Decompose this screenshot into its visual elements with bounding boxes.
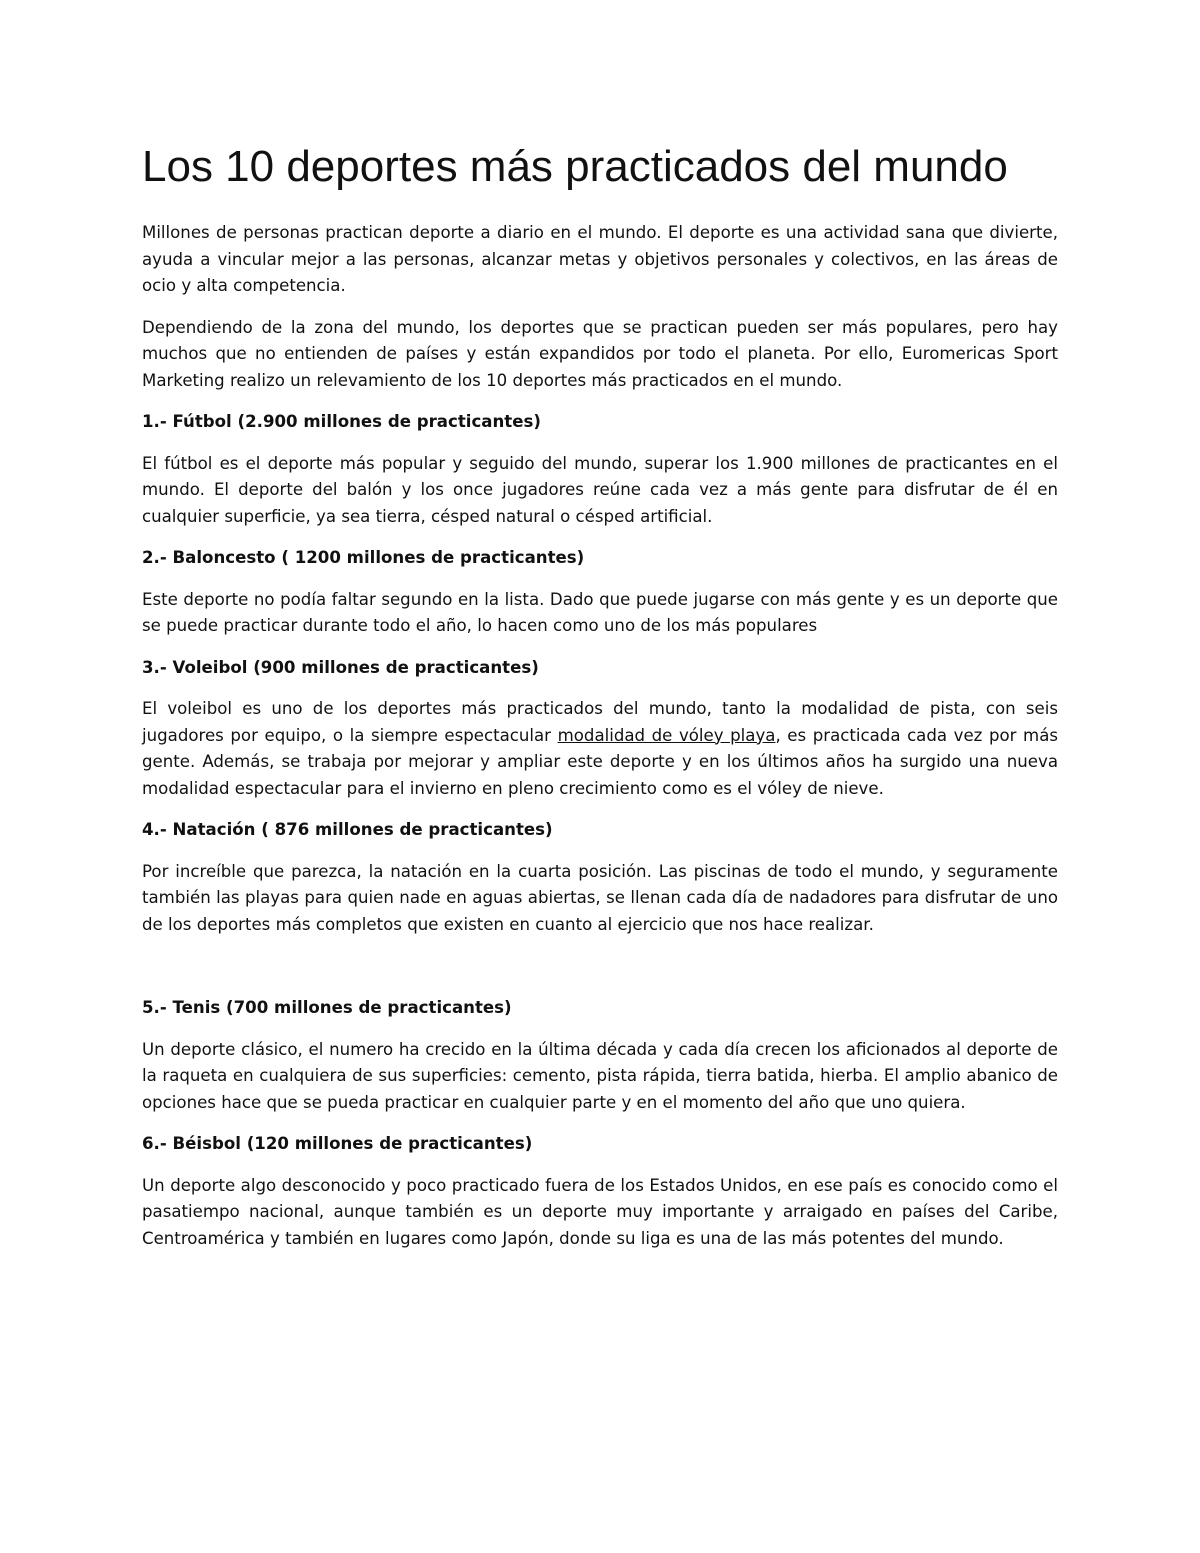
section-heading-voleibol: 3.- Voleibol (900 millones de practicantes)	[142, 657, 539, 677]
section-heading-natacion: 4.- Natación ( 876 millones de practicantes)	[142, 820, 553, 839]
section-text-baloncesto: Este deporte no podía faltar segundo en la lista. Dado que puede jugarse con más gente y es un deporte que se puede practicar durante todo el año, lo hacen como uno de los más populares	[142, 589, 1058, 635]
blank-spacer	[142, 953, 1058, 995]
link-modalidad-voley-playa[interactable]: modalidad de vóley playa	[557, 725, 776, 745]
section-text-voleibol-part-1: El voleibol es uno de los deportes más practicados del mundo, tanto la modalidad de pista, con seis jugadores por equipo, o la siempre espectacular	[142, 699, 1058, 745]
section-heading-beisbol: 6.- Béisbol (120 millones de practicantes)	[142, 1134, 533, 1153]
section-text-tenis: Un deporte clásico, el numero ha crecido en la última década y cada día crecen los aficionados al deporte de la raqueta en cualquiera de sus superficies: cemento, pista rápida, tierra batida, hierba. El amplio abanico de opciones hace que se pueda practicar en cualquier parte y en el momento del año que uno quiera.	[142, 1039, 1058, 1112]
page-title: Los 10 deportes más practicados del mundo	[142, 142, 1008, 191]
section-text-voleibol	[142, 696, 1058, 802]
section-heading-baloncesto: 2.- Baloncesto ( 1200 millones de practicantes)	[142, 548, 585, 567]
section-text-voleibol-part-2: , es practicada cada vez por más gente. Además, se trabaja por mejorar y ampliar este deporte y en los últimos años ha surgido una nueva modalidad espectacular para el invierno en pleno crecimiento como es el vóley de nieve.	[142, 725, 1059, 798]
intro-paragraph-1: Millones de personas practican deporte a diario en el mundo. El deporte es una actividad sana que divierte, ayuda a vincular mejor a las personas, alcanzar metas y objetivos personales y colectivos, en las áreas de ocio y alta competencia.	[142, 223, 1058, 295]
section-text-futbol: El fútbol es el deporte más popular y seguido del mundo, superar los 1.900 millones de practicantes en el mundo. El deporte del balón y los once jugadores reúne cada vez a más gente para disfrutar de él en cualquier superficie, ya sea tierra, césped natural o césped artificial.	[142, 453, 1058, 526]
section-heading-futbol: 1.- Fútbol (2.900 millones de practicantes)	[142, 412, 541, 431]
intro-paragraph-2: Dependiendo de la zona del mundo, los deportes que se practican pueden ser más populares, pero hay muchos que no entienden de países y están expandidos por todo el planeta. Por ello, Euromericas Sport Marketing realizo un relevamiento de los 10 deportes más practicados en el mundo.	[142, 317, 1058, 390]
document-body	[142, 140, 1058, 1267]
section-heading-tenis: 5.- Tenis (700 millones de practicantes)	[142, 998, 512, 1017]
section-text-natacion: Por increíble que parezca, la natación en la cuarta posición. Las piscinas de todo el mundo, y seguramente también las playas para quien nade en aguas abiertas, se llenan cada día de nadadores para disfrutar de uno de los deportes más completos que existen en cuanto al ejercicio que nos hace realizar.	[142, 861, 1058, 934]
section-text-beisbol: Un deporte algo desconocido y poco practicado fuera de los Estados Unidos, en ese país es conocido como el pasatiempo nacional, aunque también es un deporte muy importante y arraigado en países del Caribe, Centroamérica y también en lugares como Japón, donde su liga es una de las más potentes del mundo.	[142, 1175, 1058, 1248]
